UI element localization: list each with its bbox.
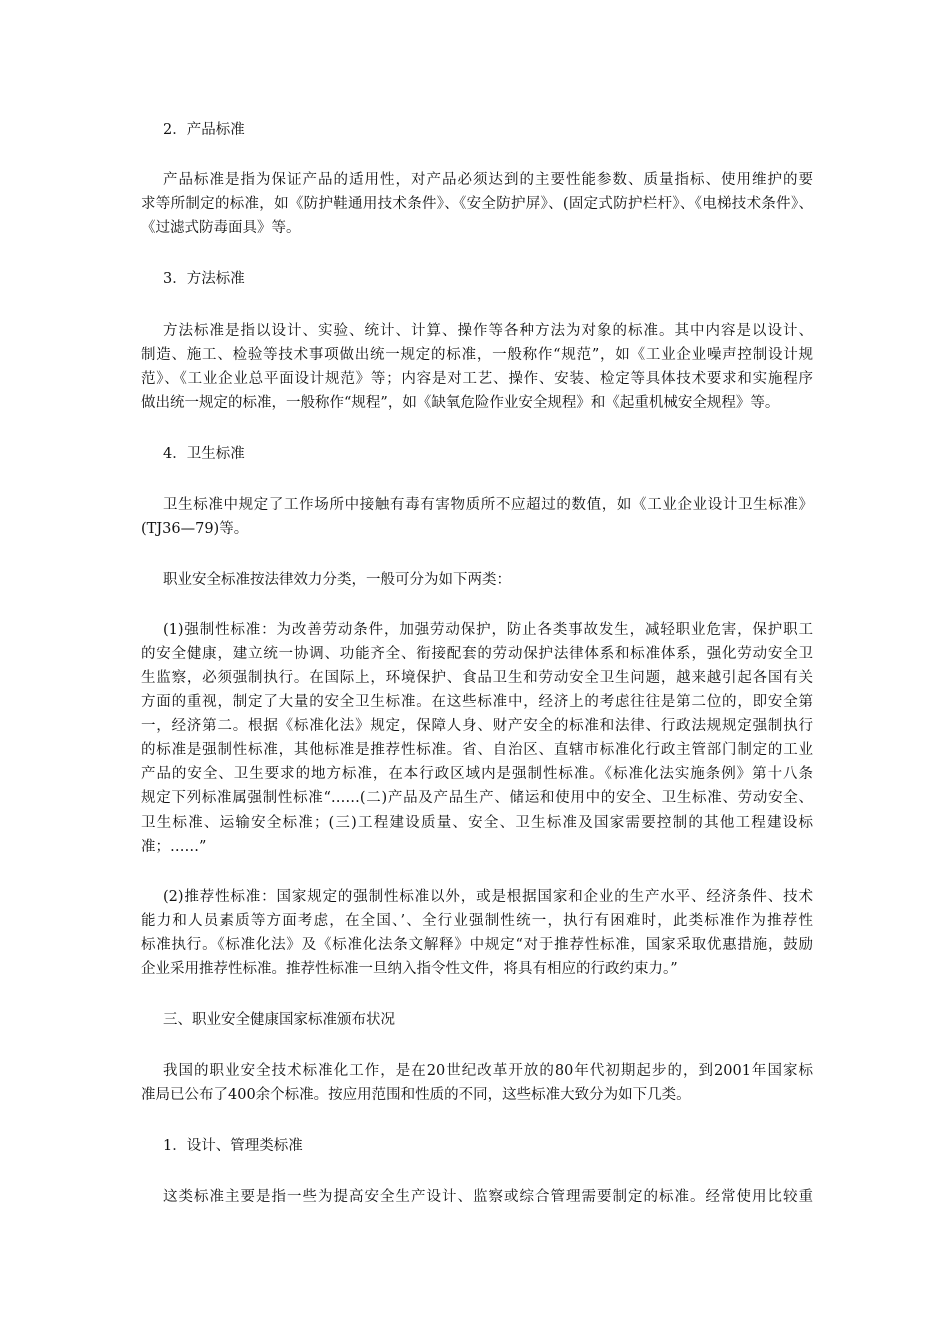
section-heading-product-standard: 2．产品标准 [163, 122, 245, 138]
text-line: 企业采用推荐性标准。推荐性标准一旦纳入指令性文件，将具有相应的行政约束力。” [141, 961, 678, 977]
text-line: 生监察，必须强制执行。在国际上，环境保护、食品卫生和劳动安全卫生问题，越来越引起各国有关 [141, 670, 813, 686]
text-line: 准；……” [141, 839, 207, 855]
text-line: 我国的职业安全技术标准化工作，是在20世纪改革开放的80年代初期起步的，到2001年国家标 [163, 1063, 813, 1079]
text-line: 产品标准是指为保证产品的适用性，对产品必须达到的主要性能参数、质量指标、使用维护的要 [163, 172, 813, 188]
text-line: 这类标准主要是指一些为提高安全生产设计、监察或综合管理需要制定的标准。经常使用比较重 [163, 1189, 813, 1205]
section-heading-design-management-standards: 1．设计、管理类标准 [163, 1138, 303, 1154]
text-line: 产品的安全、卫生要求的地方标准，在本行政区域内是强制性标准。《标准化法实施条例》第十八条 [141, 766, 813, 782]
text-line: 职业安全标准按法律效力分类，一般可分为如下两类： [163, 572, 511, 588]
text-line: 一，经济第二。根据《标准化法》规定，保障人身、财产安全的标准和法律、行政法规规定强制执行 [141, 718, 813, 734]
text-line: 范》、《工业企业总平面设计规范》等；内容是对工艺、操作、安装、检定等具体技术要求和实施程序 [141, 371, 813, 387]
text-line: 准局已公布了400余个标准。按应用范围和性质的不同，这些标准大致分为如下几类。 [141, 1087, 691, 1103]
text-line: 规定下列标准属强制性标准“……(二)产品及产品生产、储运和使用中的安全、卫生标准、劳动安全、 [141, 790, 813, 806]
text-line: (2)推荐性标准：国家规定的强制性标准以外，或是根据国家和企业的生产水平、经济条件、技术 [163, 889, 813, 905]
text-line: 的安全健康，建立统一协调、功能齐全、衔接配套的劳动保护法律体系和标准体系，强化劳动安全卫 [141, 646, 813, 662]
text-line: 制造、施工、检验等技术事项做出统一规定的标准，一般称作“规范”，如《工业企业噪声控制设计规 [141, 347, 813, 363]
section-heading-national-standards-status: 三、职业安全健康国家标准颁布状况 [163, 1012, 395, 1028]
text-line: 方面的重视，制定了大量的安全卫生标准。在这些标准中，经济上的考虑往往是第二位的，即安全第 [141, 694, 813, 710]
text-line: 的标准是强制性标准，其他标准是推荐性标准。省、自治区、直辖市标准化行政主管部门制定的工业 [141, 742, 813, 758]
text-line: 能力和人员素质等方面考虑，在全国、’、全行业强制性统一，执行有困难时，此类标准作为推荐性 [141, 913, 813, 929]
text-line: 卫生标准中规定了工作场所中接触有毒有害物质所不应超过的数值，如《工业企业设计卫生标准》 [163, 497, 813, 513]
text-line: 做出统一规定的标准，一般称作“规程”，如《缺氧危险作业安全规程》和《起重机械安全规程》等。 [141, 395, 780, 411]
text-line: (TJ36—79)等。 [141, 521, 249, 537]
section-heading-hygiene-standard: 4．卫生标准 [163, 446, 245, 462]
text-line: 方法标准是指以设计、实验、统计、计算、操作等各种方法为对象的标准。其中内容是以设计、 [163, 323, 813, 339]
text-line: 《过滤式防毒面具》等。 [141, 220, 301, 236]
text-line: 标准执行。《标准化法》及《标准化法条文解释》中规定“对于推荐性标准，国家采取优惠措施，鼓励 [141, 937, 813, 953]
section-heading-method-standard: 3．方法标准 [163, 271, 245, 287]
text-line: 求等所制定的标准，如《防护鞋通用技术条件》、《安全防护屏》、(固定式防护栏杆》、《电梯技术条件》、 [141, 196, 813, 212]
text-line: (1)强制性标准：为改善劳动条件，加强劳动保护，防止各类事故发生，减轻职业危害，保护职工 [163, 622, 813, 638]
text-line: 卫生标准、运输安全标准；(三)工程建设质量、安全、卫生标准及国家需要控制的其他工程建设标 [141, 815, 813, 831]
